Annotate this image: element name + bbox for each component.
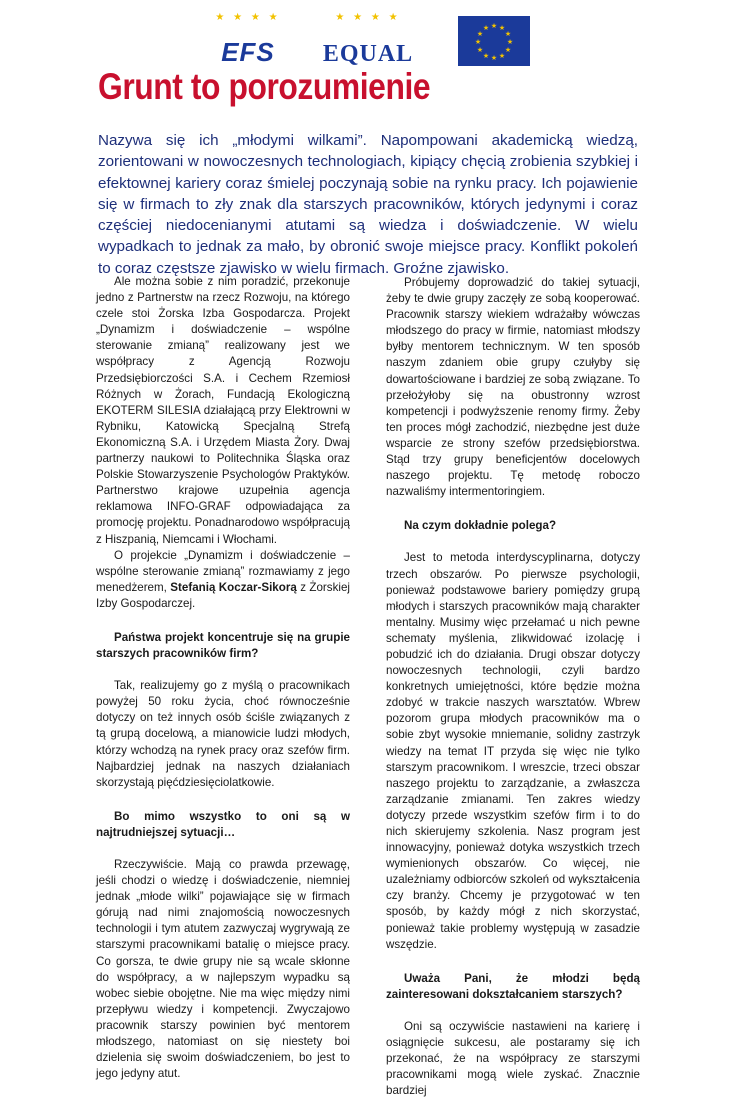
intro-paragraph: [96, 548, 350, 612]
intro-text-end: z Żorskiej Izby Gospodarczej.: [96, 580, 350, 610]
svg-text:★: ★: [474, 38, 482, 46]
eu-flag-icon: [458, 16, 530, 66]
text-column-left: [96, 274, 350, 1082]
question-3: Na czym dokładnie polega?: [404, 519, 557, 533]
svg-text:★: ★: [490, 22, 498, 30]
article-title: Grunt to porozumienie: [98, 66, 431, 107]
equal-logo-text: EQUAL: [322, 41, 414, 67]
svg-text:★: ★: [490, 54, 498, 62]
efs-logo-text: EFS: [221, 37, 275, 67]
equal-stars-icon: ★ ★ ★ ★: [335, 12, 401, 23]
answer-4: Oni są oczywiście nastawieni na karierę i osiągnięcie sukcesu, ale postaramy się ich przekonać, że na współpracy ze starszymi pracownikami mogą wiele zyskać. Znacznie bardziej: [386, 1019, 640, 1098]
question-2: Bo mimo wszystko to oni są w najtrudniejszej sytuacji…: [96, 809, 350, 839]
svg-text:★: ★: [482, 52, 490, 60]
body-paragraph: Próbujemy doprowadzić do takiej sytuacji, żeby te dwie grupy zaczęły ze sobą kooperować. Pracownik starszy wiekiem wdrażałby wówczas młodszego do pracy w firmie, natomiast młodszy byłby mentorem technicznym. W ten sposób naszym zdaniem obie grupy czułyby się dowartościowane i bardziej ze sobą związane. To przełożyłoby się na obustronny wzrost kompetencji i podwyższenie renomy firmy. Żeby ten proces mógł zachodzić, niezbędne jest duże wsparcie ze strony szefów przedsiębiorstwa. Stąd trzy grupy beneficjentów docelowych naszego projektu. Tę metodę roboczo nazwaliśmy intermentoringiem.: [386, 276, 640, 499]
svg-text:★: ★: [482, 24, 490, 32]
text-column-right: [386, 275, 640, 1099]
svg-text:★: ★: [498, 24, 506, 32]
svg-text:★: ★: [504, 30, 512, 38]
lead-paragraph: Nazywa się ich „młodymi wilkami”. Napompowani akademicką wiedzą, zorientowani w nowoczesnych technologiach, kipiący chęcią zrobienia szybkiej i efektownej kariery coraz śmielej poczynają sobie na rynku pracy. Ich pojawienie się w firmach to zły znak dla starszych pracowników, których jedynymi i coraz częściej niedocenianymi atutami są wiedza i doświadczenie. W wielu wypadkach to jednak za mało, by obronić swoje miejsce pracy. Konflikt pokoleń to coraz częstsze zjawisko w wielu firmach. Groźne zjawisko.: [98, 132, 638, 277]
question-4: Uważa Pani, że młodzi będą zainteresowani dokształcaniem starszych?: [386, 971, 640, 1001]
efs-stars-icon: ★ ★ ★ ★: [215, 12, 281, 23]
question-1: Państwa projekt koncentruje się na grupie starszych pracowników firm?: [96, 630, 350, 661]
svg-text:★: ★: [506, 38, 514, 46]
efs-logo: [208, 12, 288, 68]
svg-text:★: ★: [476, 46, 484, 54]
svg-text:★: ★: [504, 46, 512, 54]
answer-2: Rzeczywiście. Mają co prawda przewagę, jeśli chodzi o wiedzę i doświadczenie, niemniej jednak „młode wilki” pojawiające się w firmach górują nad nimi znajomością nowoczesnych technologii i tym atutem zazwyczaj wygrywają ze starszymi pracownikami batalię o miejsce pracy. Co gorsza, te dwie grupy nie są wcale skłonne do współpracy, a w najlepszym wypadku są wobec siebie obojętne. Nie ma więc między nimi przepływu wiedzy i kompetencji. Zwyczajowo pracownik starszy powinien być mentorem młodszego, natomiast on się niestety boi dzielenia się swoim doświadczeniem, bo jest to jego jedyny atut.: [96, 858, 350, 1081]
equal-logo: [318, 12, 418, 68]
svg-text:★: ★: [476, 30, 484, 38]
answer-1: Tak, realizujemy go z myślą o pracownikach powyżej 50 roku życia, choć równocześnie dotyczy on też innych osób ściśle związanych z tą grupą docelową, a mianowicie ludzi młodych, którzy wchodzą na rynek pracy oraz szefów firm. Najbardziej jednak na naszych działaniach skorzystają pięćdziesięciolatkowie.: [96, 679, 350, 789]
intro-text: O projekcie „Dynamizm i doświadczenie – wspólne sterowanie zmianą” rozmawiamy z jego menedżerem,: [96, 548, 350, 594]
svg-text:★: ★: [498, 52, 506, 60]
interviewee-name: Stefanią Koczar-Sikorą: [170, 580, 297, 594]
answer-3: Jest to metoda interdyscyplinarna, dotyczy trzech obszarów. Po pierwsze psychologii, ponieważ podstawowe bariery pomiędzy grupą młodych i starszych pracowników mają charakter mentalny. Musimy więc przełamać u nich pewne schematy myślenia, zlikwidować izolację i pobudzić ich do działania. Drugi obszar dotyczy nowoczesnych technologii, czyli bardzo konkretnych umiejętności, które będzie można zdobyć w trakcie naszych warsztatów. Wbrew pozorom grupa młodych pracowników ma o sobie zbyt wysokie mniemanie, solidny zastrzyk wiedzy na temat IT przyda się więc nie tylko starszym pracownikom. I wreszcie, trzeci obszar naszego projektu to zarządzanie, a zwłaszcza zarządzanie zmianami. Ten zakres wiedzy dotyczy przede wszystkim szefów firm i to do nich skierujemy szkolenia. Nasz program jest innowacyjny, ponieważ dotyka wszystkich trzech wymienionych obszarów. Co więcej, nie uzależniamy odbiorców szkoleń od wykształcenia czy branży. Chcemy je przygotować w ten sposób, by każdy mógł z nich skorzystać, ponieważ takie problemy występują w zasadzie wszędzie.: [386, 551, 640, 951]
body-paragraph: Ale można sobie z nim poradzić, przekonuje jedno z Partnerstw na rzecz Rozwoju, na którego czele stoi Żorska Izba Gospodarcza. Projekt „Dynamizm i doświadczenie – wspólne sterowanie zmianą” realizowany jest we współpracy z Agencją Rozwoju Przedsiębiorczości S.A. i Cechem Rzemiosł Różnych w Żorach, Fundacją Ekologiczną EKOTERM SILESIA działającą przy Elektrowni w Rybniku, Katowicką Specjalną Strefą Ekonomiczną S.A. i Urzędem Miasta Żory. Dwaj partnerzy naukowi to Politechnika Śląska oraz Polskie Stowarzyszenie Psychologów Praktyków. Partnerstwo krajowe uzupełnia agencja reklamowa INFO-GRAF odpowiadająca za promocję projektu. Ponadnarodowo współpracują z Hiszpanią, Niemcami i Włochami.: [96, 275, 350, 546]
header-logos: [0, 12, 736, 70]
